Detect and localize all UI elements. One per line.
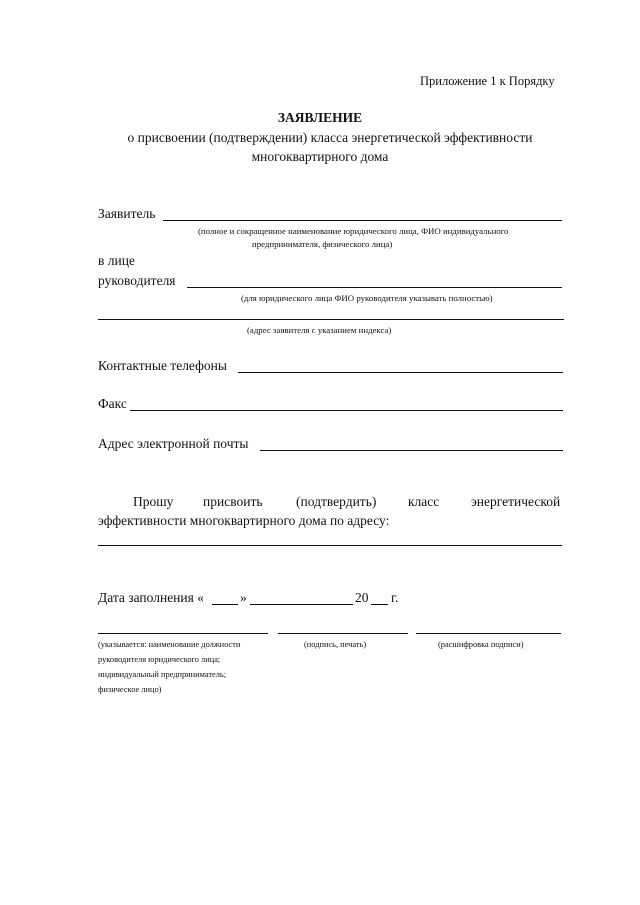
signature-field[interactable]	[278, 633, 408, 634]
applicant-field[interactable]	[163, 220, 562, 221]
position-hint-line2: руководителя юридического лица;	[98, 655, 221, 664]
representative-hint: (для юридического лица ФИО руководителя указывать полностью)	[241, 293, 493, 303]
position-hint-line1: (указывается: наименование должности	[98, 640, 241, 649]
date-close-quote: »	[240, 590, 247, 605]
signature-hint: (подпись, печать)	[304, 640, 367, 649]
fax-field[interactable]	[130, 410, 563, 411]
appendix-note: Приложение 1 к Порядку	[420, 74, 555, 88]
position-field[interactable]	[98, 633, 268, 634]
date-month-field[interactable]	[250, 604, 353, 605]
document-subtitle-line2: многоквартирного дома	[251, 149, 389, 164]
representative-label-line2: руководителя	[98, 273, 176, 288]
request-word-2: присвоить	[203, 494, 263, 509]
phones-field[interactable]	[238, 372, 563, 373]
signature-decode-hint: (расшифровка подписи)	[438, 640, 524, 649]
request-word-4: класс	[408, 494, 440, 509]
applicant-label: Заявитель	[98, 206, 156, 221]
date-year-suffix: г.	[391, 590, 399, 605]
date-year-prefix: 20	[355, 590, 369, 605]
document-title: ЗАЯВЛЕНИЕ	[277, 110, 363, 125]
applicant-hint-line1: (полное и сокращенное наименование юридического лица, ФИО индивидуального	[198, 226, 509, 236]
phones-label: Контактные телефоны	[98, 358, 227, 373]
request-word-1: Прошу	[133, 494, 174, 509]
representative-label-line1: в лице	[98, 253, 135, 268]
fax-label: Факс	[98, 396, 127, 411]
address-hint: (адрес заявителя с указанием индекса)	[247, 325, 392, 335]
request-line2: эффективности многоквартирного дома по адресу:	[98, 513, 390, 528]
applicant-hint-line2: предпринимателя, физического лица)	[252, 239, 393, 249]
request-word-3: (подтвердить)	[296, 494, 377, 509]
representative-field[interactable]	[187, 287, 562, 288]
signature-decode-field[interactable]	[416, 633, 561, 634]
address-field[interactable]	[98, 319, 564, 320]
email-label: Адрес электронной почты	[98, 436, 249, 451]
request-address-field[interactable]	[98, 545, 562, 546]
position-hint-line4: физическое лицо)	[98, 685, 162, 694]
date-label: Дата заполнения «	[98, 590, 204, 605]
date-year-field[interactable]	[371, 604, 388, 605]
date-day-field[interactable]	[212, 604, 238, 605]
position-hint-line3: индивидуальный предприниматель;	[98, 670, 227, 679]
email-field[interactable]	[260, 450, 563, 451]
document-subtitle-line1: о присвоении (подтверждении) класса энергетической эффективности	[127, 130, 533, 145]
request-word-5: энергетической	[471, 494, 561, 509]
